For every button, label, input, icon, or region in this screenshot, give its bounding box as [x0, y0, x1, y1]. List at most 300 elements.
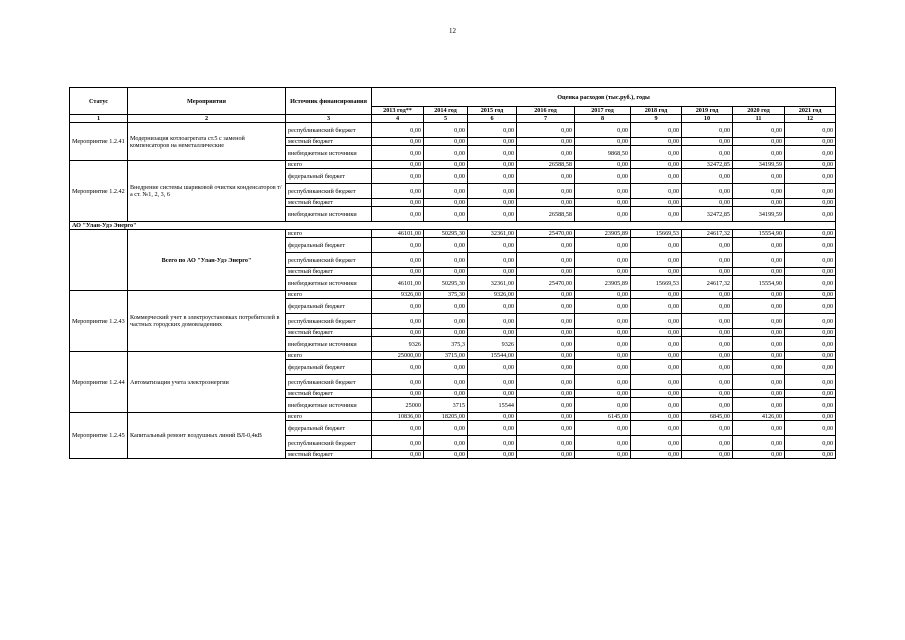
cost-value: 0,00: [372, 436, 424, 451]
cost-value: 23905,89: [575, 230, 631, 238]
header-year: 2015 год: [468, 107, 517, 115]
cost-value: 0,00: [517, 352, 575, 360]
cost-value: 0,00: [733, 360, 785, 375]
cost-value: 0,00: [631, 146, 682, 161]
cost-value: 0,00: [682, 123, 733, 138]
cost-value: 0,00: [424, 360, 468, 375]
cost-value: 0,00: [424, 184, 468, 199]
cost-value: 375,30: [424, 291, 468, 299]
cost-value: 0,00: [785, 230, 836, 238]
funding-source: республиканский бюджет: [286, 436, 372, 451]
cost-value: 0,00: [575, 398, 631, 413]
cost-value: 0,00: [682, 398, 733, 413]
cost-value: 0,00: [733, 398, 785, 413]
cost-value: 23905,89: [575, 276, 631, 291]
cost-value: 24617,32: [682, 276, 733, 291]
cost-value: 0,00: [733, 299, 785, 314]
cost-value: 0,00: [682, 451, 733, 459]
cost-value: 25470,00: [517, 276, 575, 291]
cost-value: 0,00: [575, 291, 631, 299]
measure-name: Внедрение системы шариковой очистки конденсаторов т/а ст. №1, 2, 3, 6: [128, 161, 286, 222]
cost-value: 0,00: [517, 199, 575, 207]
section-title: АО "Улан-Удэ Энерго": [70, 222, 836, 230]
cost-value: 50295,30: [424, 230, 468, 238]
cost-value: 0,00: [372, 169, 424, 184]
cost-value: 0,00: [631, 398, 682, 413]
cost-value: 0,00: [517, 184, 575, 199]
cost-value: 0,00: [631, 360, 682, 375]
column-number: 10: [682, 115, 733, 123]
cost-value: 0,00: [575, 329, 631, 337]
column-number: 11: [733, 115, 785, 123]
column-number: 4: [372, 115, 424, 123]
cost-value: 0,00: [682, 268, 733, 276]
cost-value: 0,00: [785, 451, 836, 459]
cost-value: 0,00: [424, 146, 468, 161]
cost-value: 0,00: [468, 268, 517, 276]
column-number: 5: [424, 115, 468, 123]
budget-table: [69, 87, 836, 459]
cost-value: 0,00: [372, 360, 424, 375]
cost-value: 0,00: [682, 169, 733, 184]
cost-value: 32472,85: [682, 207, 733, 222]
cost-value: 0,00: [517, 253, 575, 268]
cost-value: 0,00: [424, 421, 468, 436]
cost-value: 0,00: [468, 238, 517, 253]
table-row: [70, 352, 836, 360]
cost-value: 0,00: [372, 207, 424, 222]
funding-source: местный бюджет: [286, 329, 372, 337]
cost-value: 15544,00: [468, 352, 517, 360]
cost-value: 0,00: [575, 436, 631, 451]
column-number: 7: [517, 115, 575, 123]
cost-value: 0,00: [468, 138, 517, 146]
cost-value: 0,00: [631, 199, 682, 207]
cost-value: 0,00: [733, 390, 785, 398]
table-row: [70, 413, 836, 421]
cost-value: 3715: [424, 398, 468, 413]
cost-value: 0,00: [424, 375, 468, 390]
cost-value: 0,00: [785, 421, 836, 436]
cost-value: 0,00: [575, 390, 631, 398]
cost-value: 0,00: [785, 413, 836, 421]
cost-value: 0,00: [785, 352, 836, 360]
cost-value: 0,00: [733, 253, 785, 268]
cost-value: 0,00: [682, 199, 733, 207]
column-number: 12: [785, 115, 836, 123]
cost-value: 0,00: [733, 436, 785, 451]
cost-value: 0,00: [733, 375, 785, 390]
cost-value: 0,00: [372, 451, 424, 459]
cost-value: 0,00: [468, 161, 517, 169]
cost-value: 0,00: [785, 268, 836, 276]
cost-value: 0,00: [468, 253, 517, 268]
cost-value: 0,00: [517, 360, 575, 375]
cost-value: 0,00: [785, 161, 836, 169]
cost-value: 0,00: [372, 138, 424, 146]
funding-source: федеральный бюджет: [286, 360, 372, 375]
cost-value: 0,00: [733, 169, 785, 184]
cost-value: 0,00: [682, 360, 733, 375]
cost-value: 0,00: [517, 398, 575, 413]
cost-value: 0,00: [785, 360, 836, 375]
header-year: 2019 год: [682, 107, 733, 115]
funding-source: федеральный бюджет: [286, 169, 372, 184]
cost-value: 0,00: [517, 314, 575, 329]
measure-status: Мероприятие 1.2.45: [70, 413, 128, 459]
cost-value: 0,00: [682, 299, 733, 314]
cost-value: 0,00: [372, 314, 424, 329]
cost-value: 0,00: [424, 161, 468, 169]
cost-value: 0,00: [517, 375, 575, 390]
cost-value: 0,00: [631, 413, 682, 421]
cost-value: 0,00: [424, 138, 468, 146]
cost-value: 0,00: [372, 299, 424, 314]
cost-value: 0,00: [372, 184, 424, 199]
cost-value: 0,00: [785, 199, 836, 207]
cost-value: 9326: [372, 337, 424, 352]
funding-source: всего: [286, 413, 372, 421]
cost-value: 0,00: [785, 207, 836, 222]
cost-value: 0,00: [733, 451, 785, 459]
cost-value: 0,00: [372, 390, 424, 398]
cost-value: 0,00: [575, 451, 631, 459]
cost-value: 0,00: [468, 436, 517, 451]
table-row: [70, 161, 836, 169]
cost-value: 3715,00: [424, 352, 468, 360]
cost-value: 0,00: [517, 268, 575, 276]
cost-value: 0,00: [631, 390, 682, 398]
cost-value: 0,00: [575, 238, 631, 253]
funding-source: внебюджетные источники: [286, 276, 372, 291]
cost-value: 0,00: [424, 123, 468, 138]
page-number: 12: [449, 27, 456, 35]
cost-value: 0,00: [631, 253, 682, 268]
measure-status: Мероприятие 1.2.44: [70, 352, 128, 413]
measure-name: Коммерческий учет в электроустановках потребителей в частных городских домовладениях: [128, 291, 286, 352]
cost-value: 0,00: [575, 421, 631, 436]
cost-value: 0,00: [372, 329, 424, 337]
section-row: [70, 222, 836, 230]
cost-value: 24617,32: [682, 230, 733, 238]
cost-value: 0,00: [785, 375, 836, 390]
cost-value: 0,00: [575, 253, 631, 268]
cost-value: 0,00: [631, 123, 682, 138]
funding-source: всего: [286, 230, 372, 238]
cost-value: 9326,00: [372, 291, 424, 299]
cost-value: 0,00: [468, 451, 517, 459]
cost-value: 0,00: [424, 299, 468, 314]
funding-source: местный бюджет: [286, 199, 372, 207]
cost-value: 0,00: [682, 337, 733, 352]
cost-value: 0,00: [682, 436, 733, 451]
cost-value: 0,00: [372, 375, 424, 390]
funding-source: федеральный бюджет: [286, 299, 372, 314]
cost-value: 0,00: [682, 238, 733, 253]
cost-value: 25470,00: [517, 230, 575, 238]
funding-source: республиканский бюджет: [286, 123, 372, 138]
cost-value: 0,00: [468, 123, 517, 138]
cost-value: 0,00: [517, 436, 575, 451]
cost-value: 0,00: [785, 398, 836, 413]
column-number: 1: [70, 115, 128, 123]
cost-value: 0,00: [575, 138, 631, 146]
cost-value: 0,00: [682, 146, 733, 161]
cost-value: 0,00: [785, 436, 836, 451]
cost-value: 0,00: [631, 436, 682, 451]
cost-value: 0,00: [424, 436, 468, 451]
cost-value: 10836,00: [372, 413, 424, 421]
table-row: [70, 230, 836, 238]
cost-value: 0,00: [517, 169, 575, 184]
cost-value: 0,00: [785, 238, 836, 253]
cost-value: 0,00: [631, 299, 682, 314]
cost-value: 26588,58: [517, 161, 575, 169]
funding-source: внебюджетные источники: [286, 146, 372, 161]
cost-value: 0,00: [372, 253, 424, 268]
cost-value: 0,00: [785, 314, 836, 329]
header-status: Статус: [70, 88, 128, 115]
funding-source: местный бюджет: [286, 138, 372, 146]
cost-value: 0,00: [575, 375, 631, 390]
funding-source: федеральный бюджет: [286, 421, 372, 436]
cost-value: 0,00: [733, 314, 785, 329]
funding-source: республиканский бюджет: [286, 253, 372, 268]
cost-value: 0,00: [631, 375, 682, 390]
cost-value: 32472,85: [682, 161, 733, 169]
cost-value: 0,00: [468, 184, 517, 199]
cost-value: 9868,50: [575, 146, 631, 161]
cost-value: 0,00: [733, 421, 785, 436]
column-number: 9: [631, 115, 682, 123]
cost-value: 0,00: [733, 352, 785, 360]
cost-value: 0,00: [468, 360, 517, 375]
table-row: [70, 291, 836, 299]
header-year: 2013 год**: [372, 107, 424, 115]
cost-value: 0,00: [468, 146, 517, 161]
cost-value: 0,00: [631, 291, 682, 299]
header-measure: Мероприятия: [128, 88, 286, 115]
cost-value: 0,00: [785, 123, 836, 138]
cost-value: 0,00: [575, 123, 631, 138]
cost-value: 0,00: [372, 123, 424, 138]
cost-value: 26588,58: [517, 207, 575, 222]
cost-value: 0,00: [517, 238, 575, 253]
cost-value: 34199,59: [733, 207, 785, 222]
cost-value: 0,00: [517, 291, 575, 299]
funding-source: всего: [286, 291, 372, 299]
funding-source: республиканский бюджет: [286, 184, 372, 199]
measure-status: Мероприятие 1.2.41: [70, 123, 128, 161]
cost-value: 0,00: [575, 184, 631, 199]
cost-value: 0,00: [682, 291, 733, 299]
cost-value: 0,00: [424, 169, 468, 184]
cost-value: 0,00: [575, 314, 631, 329]
cost-value: 0,00: [575, 161, 631, 169]
cost-value: 9326: [468, 337, 517, 352]
header-cost: Оценка расходов (тыс.руб.), годы: [372, 88, 836, 107]
cost-value: 0,00: [785, 299, 836, 314]
cost-value: 0,00: [682, 138, 733, 146]
cost-value: 0,00: [631, 314, 682, 329]
cost-value: 0,00: [631, 169, 682, 184]
cost-value: 0,00: [631, 268, 682, 276]
cost-value: 0,00: [785, 337, 836, 352]
cost-value: 0,00: [631, 329, 682, 337]
cost-value: 6145,00: [575, 413, 631, 421]
cost-value: 0,00: [517, 421, 575, 436]
cost-value: 0,00: [517, 138, 575, 146]
cost-value: 0,00: [682, 314, 733, 329]
funding-source: внебюджетные источники: [286, 337, 372, 352]
cost-value: 0,00: [468, 375, 517, 390]
cost-value: 0,00: [468, 413, 517, 421]
cost-value: 0,00: [631, 421, 682, 436]
funding-source: республиканский бюджет: [286, 314, 372, 329]
cost-value: 0,00: [372, 238, 424, 253]
cost-value: 0,00: [468, 199, 517, 207]
cost-value: 0,00: [682, 253, 733, 268]
funding-source: местный бюджет: [286, 390, 372, 398]
column-number: 2: [128, 115, 286, 123]
measure-name: Модернизация котлоагрегата ст.5 с заменой компенсаторов на неметаллические: [128, 123, 286, 161]
cost-value: 34199,59: [733, 161, 785, 169]
cost-value: 0,00: [631, 138, 682, 146]
cost-value: 0,00: [785, 138, 836, 146]
column-number: 6: [468, 115, 517, 123]
cost-value: 0,00: [682, 421, 733, 436]
cost-value: 15554,90: [733, 276, 785, 291]
cost-value: 0,00: [372, 199, 424, 207]
cost-value: 375,3: [424, 337, 468, 352]
cost-value: 46101,00: [372, 230, 424, 238]
cost-value: 25000: [372, 398, 424, 413]
cost-value: 0,00: [733, 123, 785, 138]
cost-value: 0,00: [468, 390, 517, 398]
cost-value: 0,00: [631, 161, 682, 169]
funding-source: внебюджетные источники: [286, 398, 372, 413]
cost-value: 0,00: [682, 390, 733, 398]
cost-value: 0,00: [517, 299, 575, 314]
cost-value: 0,00: [575, 360, 631, 375]
cost-value: 0,00: [372, 146, 424, 161]
cost-value: 4126,00: [733, 413, 785, 421]
cost-value: 0,00: [785, 169, 836, 184]
funding-source: местный бюджет: [286, 451, 372, 459]
cost-value: 32361,00: [468, 276, 517, 291]
cost-value: 0,00: [682, 329, 733, 337]
cost-value: 0,00: [785, 146, 836, 161]
cost-value: 0,00: [785, 291, 836, 299]
cost-value: 0,00: [575, 169, 631, 184]
cost-value: 0,00: [631, 207, 682, 222]
funding-source: всего: [286, 352, 372, 360]
cost-value: 0,00: [424, 199, 468, 207]
cost-value: 0,00: [468, 314, 517, 329]
cost-value: 0,00: [785, 184, 836, 199]
cost-value: 0,00: [468, 299, 517, 314]
cost-value: 0,00: [785, 276, 836, 291]
funding-source: местный бюджет: [286, 268, 372, 276]
header-year: 2014 год: [424, 107, 468, 115]
cost-value: 0,00: [424, 238, 468, 253]
cost-value: 0,00: [517, 146, 575, 161]
header-year: 2016 год: [517, 107, 575, 115]
funding-source: всего: [286, 161, 372, 169]
cost-value: 0,00: [424, 390, 468, 398]
cost-value: 15544: [468, 398, 517, 413]
cost-value: 0,00: [424, 268, 468, 276]
cost-value: 0,00: [682, 352, 733, 360]
cost-value: 0,00: [733, 184, 785, 199]
funding-source: федеральный бюджет: [286, 238, 372, 253]
table-row: [70, 123, 836, 138]
header-source: Источник финансирования: [286, 88, 372, 115]
cost-value: 0,00: [733, 238, 785, 253]
cost-value: 0,00: [517, 451, 575, 459]
header-year: 2017 год: [575, 107, 631, 115]
cost-value: 0,00: [372, 421, 424, 436]
funding-source: внебюджетные источники: [286, 207, 372, 222]
cost-value: 0,00: [372, 161, 424, 169]
cost-value: 0,00: [575, 268, 631, 276]
cost-value: 0,00: [733, 337, 785, 352]
cost-value: 46101,00: [372, 276, 424, 291]
cost-value: 0,00: [517, 329, 575, 337]
cost-value: 0,00: [424, 253, 468, 268]
measure-status: Мероприятие 1.2.43: [70, 291, 128, 352]
cost-value: 0,00: [575, 299, 631, 314]
cost-value: 0,00: [424, 451, 468, 459]
cost-value: 0,00: [631, 238, 682, 253]
cost-value: 0,00: [372, 268, 424, 276]
cost-value: 0,00: [631, 184, 682, 199]
cost-value: 0,00: [468, 329, 517, 337]
cost-value: 0,00: [575, 207, 631, 222]
header-year: 2018 год: [631, 107, 682, 115]
cost-value: 0,00: [733, 329, 785, 337]
cost-value: 0,00: [631, 337, 682, 352]
cost-value: 0,00: [468, 421, 517, 436]
funding-source: республиканский бюджет: [286, 375, 372, 390]
cost-value: 0,00: [785, 253, 836, 268]
cost-value: 0,00: [517, 413, 575, 421]
cost-value: 0,00: [468, 169, 517, 184]
cost-value: 0,00: [785, 390, 836, 398]
cost-value: 0,00: [424, 314, 468, 329]
cost-value: 0,00: [517, 123, 575, 138]
cost-value: 25000,00: [372, 352, 424, 360]
cost-value: 0,00: [468, 207, 517, 222]
cost-value: 0,00: [517, 337, 575, 352]
measure-status: [70, 230, 128, 291]
measure-name: Капитальный ремонт воздушных линий ВЛ-0,4кВ: [128, 413, 286, 459]
cost-value: 0,00: [682, 184, 733, 199]
measure-name: Всего по АО "Улан-Удэ Энерго": [128, 230, 286, 291]
cost-value: 0,00: [424, 207, 468, 222]
cost-value: 15669,53: [631, 230, 682, 238]
cost-value: 32361,00: [468, 230, 517, 238]
cost-value: 0,00: [424, 329, 468, 337]
cost-value: 0,00: [631, 451, 682, 459]
cost-value: 0,00: [733, 268, 785, 276]
header-year: 2020 год: [733, 107, 785, 115]
cost-value: 18205,00: [424, 413, 468, 421]
cost-value: 0,00: [733, 291, 785, 299]
cost-value: 0,00: [682, 375, 733, 390]
cost-value: 0,00: [575, 352, 631, 360]
cost-value: 15554,90: [733, 230, 785, 238]
